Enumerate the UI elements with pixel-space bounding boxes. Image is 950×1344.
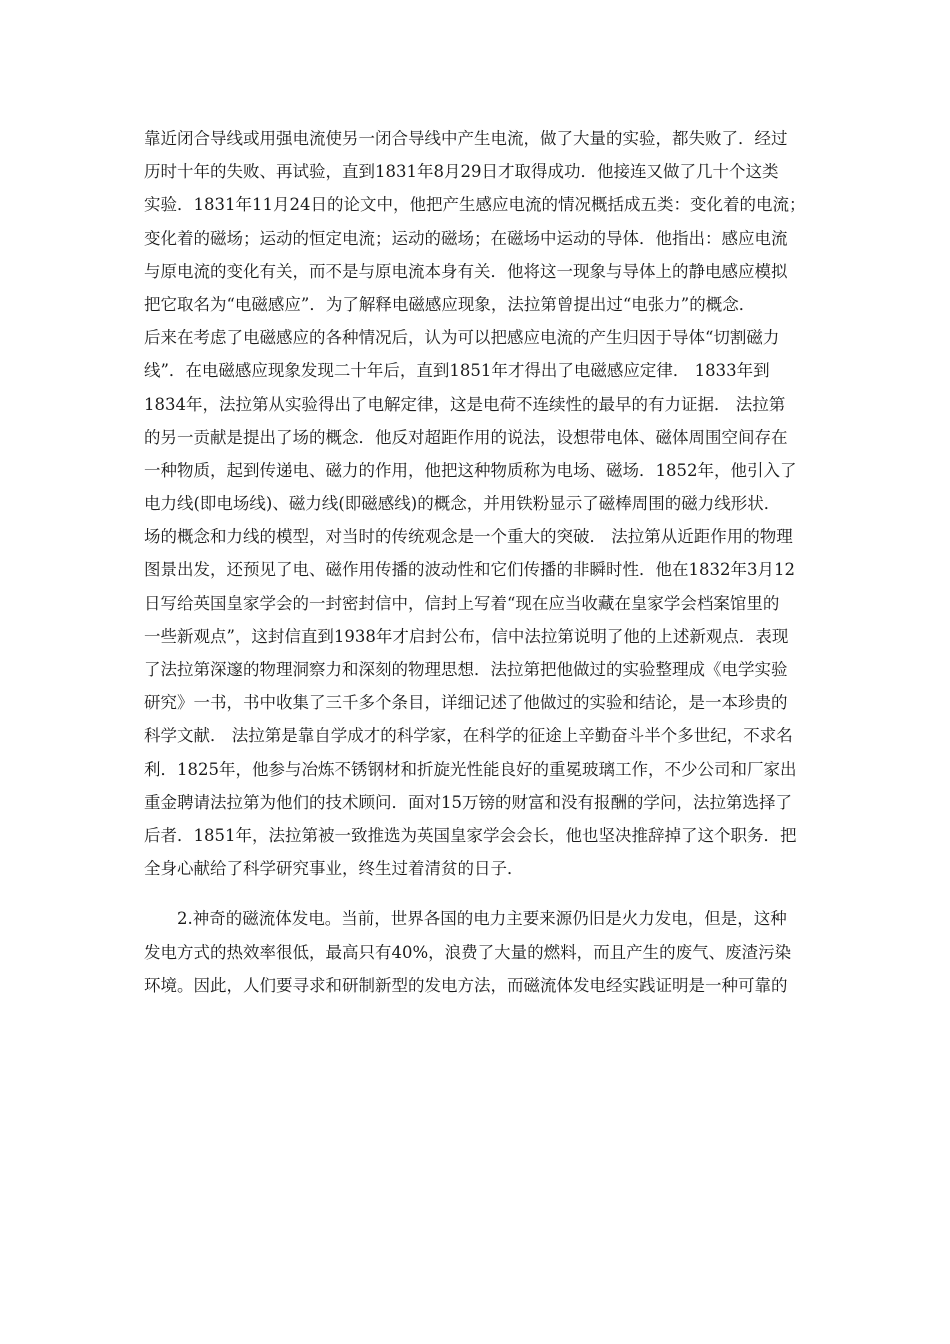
body-text	[144, 122, 824, 1002]
text-line: 的另一贡献是提出了场的概念．他反对超距作用的说法，设想带电体、磁体周围空间存在	[144, 427, 788, 447]
text-line: 一些新观点”，这封信直到1938年才启封公布，信中法拉第说明了他的上述新观点．表现	[144, 626, 789, 646]
text-line: 电力线(即电场线)、磁力线(即磁感线)的概念，并用铁粉显示了磁棒周围的磁力线形状．	[144, 494, 781, 514]
text-line: 2.神奇的磁流体发电。当前，世界各国的电力主要来源仍旧是火力发电，但是，这种	[177, 909, 787, 929]
paragraph-mhd-generation	[144, 902, 824, 1002]
text-line: 线”．在电磁感应现象发现二十年后，直到1851年才得出了电磁感应定律． 1833年到	[144, 361, 770, 381]
text-line: 图景出发，还预见了电、磁作用传播的波动性和它们传播的非瞬时性．他在1832年3月12	[144, 560, 795, 580]
text-line: 1834年，法拉第从实验得出了电解定律，这是电荷不连续性的最早的有力证据． 法拉第	[144, 394, 786, 414]
text-line: 利．1825年，他参与冶炼不锈钢材和折旋光性能良好的重冕玻璃工作，不少公司和厂家出	[144, 759, 797, 779]
text-line: 了法拉第深邃的物理洞察力和深刻的物理思想．法拉第把他做过的实验整理成《电学实验	[144, 660, 788, 679]
text-line: 历时十年的失败、再试验，直到1831年8月29日才取得成功．他接连又做了几十个这类	[144, 162, 779, 182]
text-line: 日写给英国皇家学会的一封密封信中，信封上写着“现在应当收藏在皇家学会档案馆里的	[144, 593, 780, 613]
text-line: 全身心献给了科学研究事业，终生过着清贫的日子．	[144, 859, 524, 879]
text-line: 实验．1831年11月24日的论文中，他把产生感应电流的情况概括成五类：变化着的电流；	[144, 195, 806, 215]
text-line: 变化着的磁场；运动的恒定电流；运动的磁场；在磁场中运动的导体．他指出：感应电流	[144, 228, 788, 248]
text-line: 科学文献． 法拉第是靠自学成才的科学家，在科学的征途上辛勤奋斗半个多世纪，不求名	[144, 726, 793, 746]
text-line: 后来在考虑了电磁感应的各种情况后，认为可以把感应电流的产生归因于导体“切割磁力	[144, 328, 780, 348]
text-line: 与原电流的变化有关，而不是与原电流本身有关．他将这一现象与导体上的静电感应模拟	[144, 261, 788, 281]
text-line: 把它取名为“电磁感应”．为了解释电磁感应现象，法拉第曾提出过“电张力”的概念．	[144, 294, 756, 314]
text-line: 重金聘请法拉第为他们的技术顾问．面对15万镑的财富和没有报酬的学问，法拉第选择了	[144, 792, 792, 812]
text-line: 环境。因此，人们要寻求和研制新型的发电方法，而磁流体发电经实践证明是一种可靠的	[144, 975, 788, 995]
text-line: 场的概念和力线的模型，对当时的传统观念是一个重大的突破． 法拉第从近距作用的物理	[144, 527, 793, 547]
text-line: 发电方式的热效率很低，最高只有40%，浪费了大量的燃料，而且产生的废气、废渣污染	[144, 942, 792, 962]
paragraph-faraday	[144, 122, 824, 885]
text-line: 一种物质，起到传递电、磁力的作用，他把这种物质称为电场、磁场．1852年，他引入了	[144, 460, 797, 480]
text-line: 研究》一书，书中收集了三千多个条目，详细记述了他做过的实验和结论，是一本珍贵的	[144, 693, 788, 713]
text-line: 靠近闭合导线或用强电流使另一闭合导线中产生电流，做了大量的实验，都失败了．经过	[144, 129, 788, 148]
text-line: 后者．1851年，法拉第被一致推选为英国皇家学会会长，他也坚决推辞掉了这个职务．把	[144, 825, 797, 845]
